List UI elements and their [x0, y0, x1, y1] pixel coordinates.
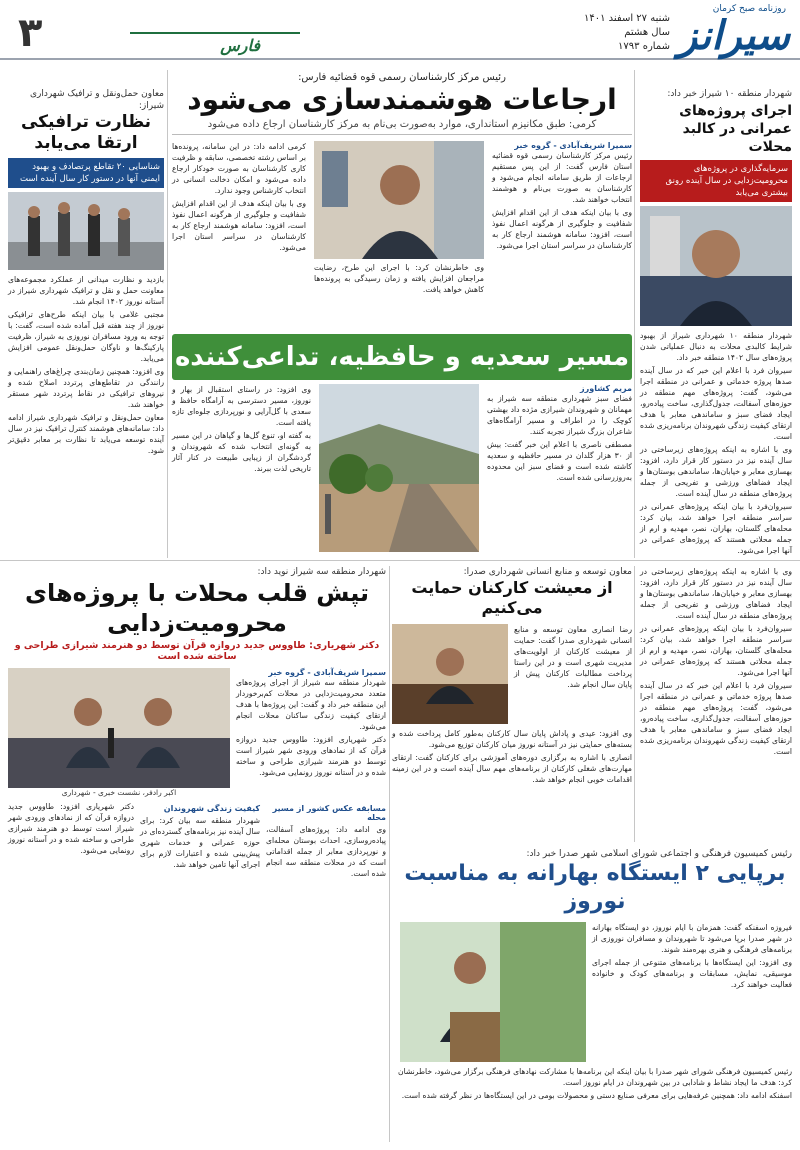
- bottom-right-kicker: رئیس کمیسیون فرهنگی و اجتماعی شورای اسلامی شهر صدرا خبر داد:: [526, 849, 792, 859]
- masthead: [0, 4, 800, 60]
- officials-group-image: [8, 192, 164, 270]
- bottom-right-story: [398, 848, 792, 1103]
- paragraph: انصاری با اشاره به برگزاری دوره‌های آموزشی برای کارکنان گفت: ارتقای مهارت‌های شغلی کارکنان از برنامه‌های مهم سال آینده است و در این زمینه اقدامات خوبی انجام خواهد شد.: [392, 753, 632, 784]
- bottom-right-photo: [400, 922, 586, 1062]
- main-story-photo-col: [314, 141, 484, 297]
- lower-left-subhead-2: کیفیت زندگی شهروندان: [163, 804, 260, 813]
- paragraph: شهردار منطقه سه شیراز از اجرای پروژه‌های متعدد محرومیت‌زدایی در محلات کم‌برخوردار این منطقه خبر داد و گفت: این پروژه‌ها با هدف ارتقای کیفیت زندگی ساکنان محلات انجام می‌شود.: [236, 678, 386, 731]
- issue-date: شنبه ۲۷ اسفند ۱۴۰۱: [583, 13, 670, 24]
- lower-left-body-3: [140, 815, 260, 870]
- paragraph: وی خاطرنشان کرد: با اجرای این طرح، رضایت مراجعان افزایش یافته و زمان رسیدگی به پرونده‌ها کاهش خواهد یافت.: [314, 263, 484, 294]
- section-name: فارس: [220, 36, 260, 55]
- lower-left-byline: سمیرا شریف‌آبادی - گروه خبر: [268, 668, 386, 677]
- lower-left-content: [8, 668, 386, 797]
- column-rule: [634, 70, 635, 558]
- left-story-kicker: معاون حمل‌ونقل و ترافیک شهرداری شیراز:: [29, 89, 164, 111]
- main-story-photo: [314, 141, 484, 259]
- bottom-right-headline[interactable]: برپایی ۲ ایستگاه بهارانه به مناسبت نوروز: [404, 861, 786, 914]
- lower-mid-story: [392, 566, 632, 787]
- paragraph: وی ادامه داد: پروژه‌های آسفالت، پیاده‌روسازی، احداث بوستان محله‌ای و نورپردازی معابر از جمله اقداماتی است که در محلات منطقه سه انجام شده است.: [266, 825, 386, 878]
- newspaper-logo: سیرانز: [678, 12, 790, 59]
- paragraph: وی افزود: این ایستگاه‌ها با برنامه‌های متنوعی از جمله اجرای موسیقی، نمایش، مسابقات و برنامه‌های کودک و خانواده فعالیت خواهند کرد.: [592, 958, 792, 989]
- lower-left-photo-col: [8, 668, 230, 797]
- paragraph: دکتر شهریاری افزود: طاووس جدید دروازه قرآن که از نمادهای ورودی شهر شیراز است توسط دو هنرمند شیرازی طراحی و ساخته شده و در آستانه نوروز رونمایی می‌شود.: [236, 735, 386, 777]
- left-story: [8, 88, 164, 458]
- paragraph: اسفنکه ادامه داد: همچنین غرفه‌هایی برای معرفی صنایع دستی و محصولات بومی در این ایستگاه‌ها در نظر گرفته شده است.: [401, 1091, 792, 1100]
- paragraph: رضا انصاری معاون توسعه و منابع انسانی شهرداری صدرا گفت: حمایت از معیشت کارکنان از اولویت‌های مدیریت شهری است و در این راستا پرداخت مطالبات کارکنان پیش از پایان سال انجام شد.: [514, 625, 632, 689]
- lower-left-photo: [8, 668, 230, 788]
- lower-mid-body-2: [392, 728, 632, 785]
- right-story-kicker: شهردار منطقه ۱۰ شیراز خبر داد:: [667, 89, 792, 99]
- press-conference-image: [8, 668, 230, 788]
- lower-left-col-text: [236, 668, 386, 797]
- paragraph: کرمی ادامه داد: در این سامانه، پرونده‌ها بر اساس رشته تخصصی، سابقه و ظرفیت کاری کارشناسان به صورت خودکار ارجاع داده می‌شود و امکان دخالت انسانی در انتخاب کارشناس وجود ندارد.: [172, 142, 306, 195]
- paragraph: به گفته او، تنوع گل‌ها و گیاهان در این مسیر به گونه‌ای انتخاب شده که شهروندان و گردشگران از زیبایی طبیعت در کنار آثار تاریخی لذت ببرند.: [172, 431, 311, 473]
- paragraph: وی افزود: همچنین زمان‌بندی چراغ‌های راهنمایی و رانندگی در تقاطع‌های پرتردد اصلاح شده و نیروهای ترافیکی در نقاط پرتردد شهر مستقر خواهند شد.: [8, 367, 164, 409]
- lower-left-kicker: شهردار منطقه سه شیراز نوید داد:: [257, 567, 386, 577]
- bottom-right-body-2: [398, 1066, 792, 1101]
- main-story-headline[interactable]: ارجاعات هوشمندسازی می‌شود: [187, 83, 617, 116]
- lower-mid-kicker: معاون توسعه و منابع انسانی شهرداری صدرا:: [463, 567, 632, 577]
- banner-story-body: [487, 393, 632, 483]
- paragraph: وی با اشاره به اینکه پروژه‌های زیرساختی در سال آینده نیز در دستور کار قرار دارد، افزود: بهسازی معابر و خیابان‌ها، ساماندهی بوستان‌ها و ایجاد فضاهای ورزشی و تفریحی از جمله پروژه‌های منطقه در سال آینده است.: [640, 445, 792, 498]
- paragraph: مجتبی غلامی با بیان اینکه طرح‌های ترافیکی نوروز از چند هفته قبل آماده شده است، گفت: با توجه به ورود مسافران نوروزی به شیراز، ظرفیت پارکینگ‌ها و ناوگان حمل‌ونقل عمومی افزایش می‌یابد.: [8, 310, 164, 363]
- paragraph: رئیس کمیسیون فرهنگی شورای شهر صدرا با بیان اینکه این برنامه‌ها با مشارکت نهادهای فرهنگی برگزار می‌شود، خاطرنشان کرد: هدف ما ایجاد نشاط و شادابی در بین شهروندان در ایام نوروز است.: [398, 1067, 792, 1087]
- paragraph: شهردار منطقه ۱۰ شهرداری شیراز از بهبود شرایط کالبدی محلات به دنبال عملیاتی شدن پروژه‌های سال ۱۴۰۲ منطقه خبر داد.: [640, 331, 793, 362]
- issue-number: شماره ۱۷۹۳: [618, 41, 670, 52]
- banner-story-col-left: [172, 384, 311, 556]
- paragraph: شهردار منطقه سه بیان کرد: برای سال آینده نیز برنامه‌های گسترده‌ای در حوزه عمرانی و خدمات شهری پیش‌بینی شده و اعتبارات لازم برای اجرای آنها تامین خواهد شد.: [140, 816, 260, 869]
- lower-left-story: [8, 566, 386, 881]
- left-story-photo: [8, 192, 164, 270]
- main-story-content: [172, 141, 632, 297]
- lower-left-sub: دکتر شهریاری: طاووس جدید دروازه قرآن توسط دو هنرمند شیرازی طراحی و ساخته شده است: [14, 640, 380, 662]
- lower-left-body: [236, 677, 386, 778]
- bottom-right-col-text: [592, 922, 792, 1062]
- main-story-kicker: رئیس مرکز کارشناسان رسمی قوه قضائیه فارس:: [298, 72, 506, 83]
- official-portrait-image: [314, 141, 484, 259]
- lower-left-body-2: [266, 824, 386, 879]
- lower-mid-photo: [392, 624, 508, 724]
- official-at-desk-image: [392, 624, 508, 724]
- paragraph: سیروان فرد با اعلام این خبر که در سال آینده صدها پروژه خدماتی و عمرانی در منطقه اجرا می‌شود، گفت: پروژه‌های مهم منطقه در حوزه‌های آسفالت، جدول‌گذاری، ساخت پیاده‌رو، ایجاد فضای سبز و ساماندهی معابر با هدف ارتقای کیفیت زندگی شهروندان برنامه‌ریزی شده است.: [640, 366, 792, 441]
- left-story-sub: شناسایی ۲۰ تقاطع پرتصادف و بهبود ایمنی آنها در دستور کار سال آینده است: [8, 158, 164, 188]
- lower-left-col-3: [8, 801, 134, 881]
- paragraph: وی افزود: عیدی و پاداش پایان سال کارکنان به‌طور کامل پرداخت شده و بسته‌های حمایتی نیز در آستانه نوروز میان کارکنان توزیع می‌شود.: [392, 729, 632, 749]
- banner-title: مسیر سعدیه و حافظیه، تداعی‌کننده: [174, 342, 630, 372]
- banner-story: [172, 384, 632, 556]
- main-story: [172, 72, 632, 297]
- issue-info: [584, 12, 670, 54]
- paragraph: دکتر شهریاری افزود: طاووس جدید دروازه قرآن که از نمادهای ورودی شهر شیراز است توسط دو هنرمند شیرازی طراحی و ساخته شده و در آستانه نوروز رونمایی می‌شود.: [8, 802, 134, 855]
- main-story-byline: سمیرا شریف‌آبادی - گروه خبر: [514, 141, 632, 150]
- main-story-body: [492, 150, 632, 251]
- main-story-col-right: [492, 141, 632, 297]
- paragraph: وی افزود: در راستای استقبال از بهار و نوروز، مسیر دسترسی به آرامگاه حافظ و سعدی با گل‌آرایی و نورپردازی جلوه‌ای تازه یافته است.: [172, 385, 311, 427]
- lower-left-cols: [8, 801, 386, 881]
- column-rule: [167, 70, 168, 558]
- paragraph: سیروان‌فرد با بیان اینکه پروژه‌های عمرانی در سراسر منطقه اجرا خواهد شد، بیان کرد: محله‌های گلستان، بهاران، نصر، مهدیه و ارم از جمله محلاتی هستند که پروژه‌های عمرانی در آنها اجرا می‌شود.: [640, 624, 792, 677]
- paragraph: سیروان فرد با اعلام این خبر که در سال آینده صدها پروژه خدماتی و عمرانی در منطقه اجرا می‌شود، گفت: پروژه‌های مهم منطقه در حوزه‌های آسفالت، جدول‌گذاری، ساخت پیاده‌رو، ایجاد فضای سبز و ساماندهی معابر با هدف ارتقای کیفیت زندگی شهروندان برنامه‌ریزی شده است.: [640, 681, 792, 756]
- banner-story-byline: مریم کشاورز: [580, 384, 632, 393]
- paragraph: بازدید و نظارت میدانی از عملکرد مجموعه‌های معاونت حمل و نقل و ترافیک شهرداری شیراز در آستانه نوروز ۱۴۰۲ انجام شد.: [8, 275, 164, 306]
- right-story: [640, 88, 792, 558]
- lower-mid-col-text: [514, 624, 632, 724]
- left-story-headline[interactable]: نظارت ترافیکی ارتقا می‌یابد: [20, 112, 152, 153]
- paragraph: فضای سبز شهرداری منطقه سه شیراز به مهمانان و شهروندان شیرازی مژده داد بهشتی کوچک را در اطراف و مسیر آرامگاه‌های شاعران بزرگ شیراز تجربه کنند.: [487, 394, 632, 436]
- main-story-sub: کرمی: طبق مکانیزم استانداری، موارد به‌صورت بی‌نام به مرکز کارشناسان ارجاع داده می‌شود: [172, 119, 632, 135]
- column-rule: [634, 566, 635, 842]
- bottom-right-body: [592, 922, 792, 990]
- left-story-body: [8, 274, 164, 456]
- paragraph: سیروان‌فرد با بیان اینکه پروژه‌های عمرانی در سراسر منطقه اجرا خواهد شد، بیان کرد: محله‌های گلستان، بهاران، نصر، مهدیه و ارم از جمله محلاتی هستند که پروژه‌های عمرانی در آنها اجرا می‌شود.: [640, 502, 792, 555]
- tree-lined-street-image: [319, 384, 479, 552]
- lower-left-body-4: [8, 801, 134, 856]
- main-story-col-left: [172, 141, 306, 297]
- issue-year: سال هشتم: [624, 27, 670, 38]
- portrait-image: [640, 206, 792, 326]
- column-rule: [0, 560, 800, 561]
- lower-mid-body: [514, 624, 632, 690]
- bottom-right-content: [398, 922, 792, 1062]
- lower-left-subhead-1: مسابقه عکس کشور از مسیر محله: [272, 804, 386, 822]
- paragraph: فیروزه اسفنکه گفت: همزمان با ایام نوروز، دو ایستگاه بهارانه در شهر صدرا برپا می‌شود تا شهروندان و مسافران نوروزی از برنامه‌های فرهنگی و هنری بهره‌مند شوند.: [592, 923, 792, 954]
- banner-story-col-right: [487, 384, 632, 556]
- lower-left-col-1: [266, 801, 386, 881]
- speaker-at-podium-image: [400, 922, 586, 1062]
- right-story-headline[interactable]: اجرای پروژه‌های عمرانی در کالبد محلات: [679, 103, 792, 155]
- page-number: ۳: [18, 10, 43, 56]
- lower-left-col-2: [140, 801, 260, 881]
- paragraph: رئیس مرکز کارشناسان رسمی قوه قضائیه استان فارس گفت: از این پس مستقیم ارجاعات از طریق سامانه انجام می‌شود و کارشناسان به صورت بی‌نام و هوشمند انتخاب خواهند شد.: [492, 151, 632, 204]
- right-story-body: [640, 330, 792, 556]
- right-story-body-cont: [640, 566, 792, 757]
- banner-headline[interactable]: [172, 334, 632, 380]
- lower-left-caption: اکبر رادفر، نشست خبری - شهرداری: [61, 788, 177, 797]
- banner-story-photo: [319, 384, 479, 552]
- paragraph: وی با بیان اینکه هدف از این اقدام افزایش شفافیت و جلوگیری از هرگونه اعمال نفوذ است، افزود: سامانه هوشمند ارجاع کار به کارشناسان در سراسر استان اجرا می‌شود.: [172, 199, 306, 252]
- lower-mid-content: [392, 624, 632, 724]
- paragraph: وی با بیان اینکه هدف از این اقدام افزایش شفافیت و جلوگیری از هرگونه اعمال نفوذ است، افزود: سامانه هوشمند ارجاع کار به کارشناسان در سراسر استان اجرا می‌شود.: [492, 208, 632, 250]
- paragraph: وی با اشاره به اینکه پروژه‌های زیرساختی در سال آینده نیز در دستور کار قرار دارد، افزود: بهسازی معابر و خیابان‌ها، ساماندهی بوستان‌ها و ایجاد فضاهای ورزشی و تفریحی از جمله پروژه‌های منطقه در سال آینده است.: [640, 567, 792, 620]
- right-story-sub: سرمایه‌گذاری در پروژه‌های محرومیت‌زدایی در سال آینده رونق بیشتری می‌یابد: [640, 160, 792, 202]
- paragraph: مصطفی ناصری با اعلام این خبر گفت: بیش از ۳۰ هزار گلدان در مسیر حافظیه و سعدیه کاشته شده است و فضای سبز این محدوده به‌روزرسانی شده است.: [487, 440, 632, 482]
- main-story-body-2: [314, 262, 484, 295]
- right-story-photo: [640, 206, 792, 326]
- lower-left-headline[interactable]: تپش قلب محلات با پروژه‌های محرومیت‌زدایی: [24, 579, 370, 637]
- paragraph: معاون حمل‌ونقل و ترافیک شهرداری شیراز ادامه داد: سامانه‌های هوشمند کنترل ترافیک نیز در سال آینده توسعه می‌یابد تا نظارت بر معابر دقیق‌تر شود.: [8, 413, 164, 455]
- lower-mid-headline[interactable]: از معیشت کارکنان حمایت می‌کنیم: [411, 578, 613, 617]
- logo-subtitle: روزنامه صبح کرمان: [712, 4, 786, 14]
- column-rule: [389, 566, 390, 1142]
- right-story-continued: [640, 566, 792, 759]
- section-tag: [130, 32, 300, 54]
- main-story-body-3: [172, 141, 306, 253]
- banner-story-body-2: [172, 384, 311, 474]
